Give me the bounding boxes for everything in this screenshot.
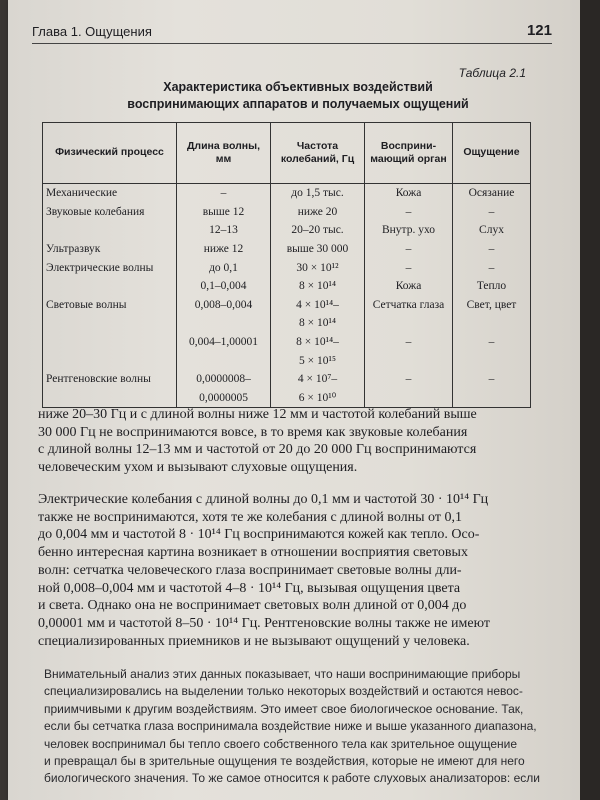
table-cell: [43, 221, 177, 240]
note-block: [44, 666, 544, 788]
chapter-title: Глава 1. Ощущения: [32, 24, 152, 39]
table-row: [43, 370, 531, 389]
table-cell: Тепло: [453, 277, 531, 296]
note-line: специализировались на выделении только некоторых воздействий и остаются невос-: [44, 684, 523, 699]
text-line: бенно интересная картина возникает в отношении восприятия световых: [38, 545, 468, 561]
table-cell: Электрические волны: [43, 258, 177, 277]
table-row: [43, 277, 531, 296]
table-row: [43, 240, 531, 259]
table-cell: 0,004–1,00001: [177, 333, 271, 352]
text-line: и света. Однако она не воспринимает световых волн длиной от 0,004 до: [38, 598, 467, 614]
table-cell: Осязание: [453, 184, 531, 203]
table-cell: ниже 20: [271, 203, 365, 222]
table-title-line-1: Характеристика объективных воздействий: [163, 80, 433, 94]
table-row: [43, 314, 531, 333]
table-cell: Звуковые колебания: [43, 203, 177, 222]
data-table: [42, 122, 531, 408]
table-body: [43, 184, 531, 408]
text-line: Электрические колебания с длиной волны до 0,1 мм и частотой 30 · 10¹⁴ Гц: [38, 492, 489, 507]
table-cell: –: [365, 370, 453, 389]
table-row: [43, 184, 531, 203]
table-cell: [453, 351, 531, 370]
table-cell: –: [365, 240, 453, 259]
column-header: Частота колебаний, Гц: [271, 123, 365, 184]
table-cell: до 0,1: [177, 258, 271, 277]
table-cell: [43, 351, 177, 370]
table-cell: [43, 314, 177, 333]
table-cell: 4 × 10⁷–: [271, 370, 365, 389]
column-header: Физический процесс: [43, 123, 177, 184]
table-cell: –: [365, 258, 453, 277]
table-cell: [453, 389, 531, 408]
table-cell: [43, 277, 177, 296]
table-row: [43, 221, 531, 240]
table-title-line-2: воспринимающих аппаратов и получаемых ощущений: [127, 97, 469, 111]
text-line: ной 0,008–0,004 мм и частотой 4–8 · 10¹⁴ Гц, вызывая ощущения цвета: [38, 580, 461, 596]
book-page: [8, 0, 580, 800]
book-edge: [580, 0, 600, 800]
table-cell: Кожа: [365, 277, 453, 296]
table-cell: 12–13: [177, 221, 271, 240]
table-cell: –: [453, 203, 531, 222]
table-cell: Внутр. ухо: [365, 221, 453, 240]
table-cell: Световые волны: [43, 296, 177, 315]
table-row: [43, 333, 531, 352]
table-cell: до 1,5 тыс.: [271, 184, 365, 203]
note-line: Внимательный анализ этих данных показывает, что наши воспринимающие приборы: [44, 667, 521, 681]
text-line: ниже 20–30 Гц и с длиной волны ниже 12 мм и частотой колебаний выше: [38, 407, 477, 422]
table-cell: [43, 389, 177, 408]
text-line: специализированных приемников и не вызывают ощущений у человека.: [38, 633, 470, 649]
table-cell: –: [453, 258, 531, 277]
table-cell: 0,1–0,004: [177, 277, 271, 296]
note-line: приимчивыми к другим воздействиям. Это имеет свое биологическое основание. Так,: [44, 701, 524, 716]
table-row: [43, 389, 531, 408]
running-header: [32, 18, 552, 44]
table-cell: выше 30 000: [271, 240, 365, 259]
table-cell: 20–20 тыс.: [271, 221, 365, 240]
table-row: [43, 203, 531, 222]
table-cell: 8 × 10¹⁴: [271, 314, 365, 333]
table-cell: –: [453, 333, 531, 352]
table-cell: [177, 314, 271, 333]
table-cell: 4 × 10¹⁴–: [271, 296, 365, 315]
table-cell: Слух: [453, 221, 531, 240]
column-header: Восприни-мающий орган: [365, 123, 453, 184]
body-paragraph-2: [38, 491, 538, 650]
text-line: 30 000 Гц не воспринимаются вовсе, в то время как звуковые колебания: [38, 424, 468, 440]
text-line: до 0,004 мм и частотой 8 · 10¹⁴ Гц воспринимаются кожей как тепло. Осо-: [38, 527, 480, 543]
table-cell: [453, 314, 531, 333]
page-number: 121: [526, 22, 552, 39]
table-cell: [365, 351, 453, 370]
table-row: [43, 258, 531, 277]
table-cell: Ультразвук: [43, 240, 177, 259]
table-cell: 8 × 10¹⁴–: [271, 333, 365, 352]
table-cell: –: [365, 333, 453, 352]
table-cell: 0,0000008–: [177, 370, 271, 389]
text-line: также не воспринимаются, хотя те же колебания с длиной волны от 0,1: [38, 509, 462, 525]
note-line: если бы сетчатка глаза воспринимала воздействие ниже и выше указанного диапазона,: [44, 719, 537, 734]
table-cell: 0,008–0,004: [177, 296, 271, 315]
table-cell: Механические: [43, 184, 177, 203]
table-cell: Кожа: [365, 184, 453, 203]
table-cell: 30 × 10¹²: [271, 258, 365, 277]
table-cell: –: [453, 240, 531, 259]
table-cell: 5 × 10¹⁵: [271, 351, 365, 370]
table-cell: [43, 333, 177, 352]
header-rule: [32, 43, 552, 44]
text-line: с длиной волны 12–13 мм и частотой от 20 до 20 000 Гц воспринимаются: [38, 442, 477, 458]
table-cell: выше 12: [177, 203, 271, 222]
table-cell: –: [177, 184, 271, 203]
table-cell: –: [453, 370, 531, 389]
text-line: 0,00001 мм и частотой 8–50 · 10¹⁴ Гц. Рентгеновские волны также не имеют: [38, 615, 491, 631]
table-header-row: [43, 123, 531, 184]
table-cell: 6 × 10¹⁰: [271, 389, 365, 408]
table-cell: ниже 12: [177, 240, 271, 259]
table-label: Таблица 2.1: [458, 66, 526, 80]
table-cell: –: [365, 203, 453, 222]
note-line: и превращал бы в зрительные ощущения те воздействия, которые не имеют для него: [44, 754, 525, 769]
table-row: [43, 351, 531, 370]
text-line: человеческим ухом и вызывают слуховые ощущения.: [38, 460, 358, 476]
table-cell: 8 × 10¹⁴: [271, 277, 365, 296]
table-row: [43, 296, 531, 315]
table-cell: 0,0000005: [177, 389, 271, 408]
table-cell: Свет, цвет: [453, 296, 531, 315]
column-header: Длина волны, мм: [177, 123, 271, 184]
note-line: человек воспринимал бы тепло своего собственного тела как зрительное ощущение: [44, 736, 518, 751]
table-cell: Сетчатка глаза: [365, 296, 453, 315]
note-line: биологического значения. То же самое относится к работе слуховых анализаторов: если: [44, 771, 540, 786]
table-cell: [177, 351, 271, 370]
body-paragraph-1: [38, 406, 538, 477]
table-cell: [365, 389, 453, 408]
table-cell: Рентгеновские волны: [43, 370, 177, 389]
text-line: волн: сетчатка человеческого глаза воспринимает световые волны дли-: [38, 562, 462, 578]
table-cell: [365, 314, 453, 333]
column-header: Ощущение: [453, 123, 531, 184]
